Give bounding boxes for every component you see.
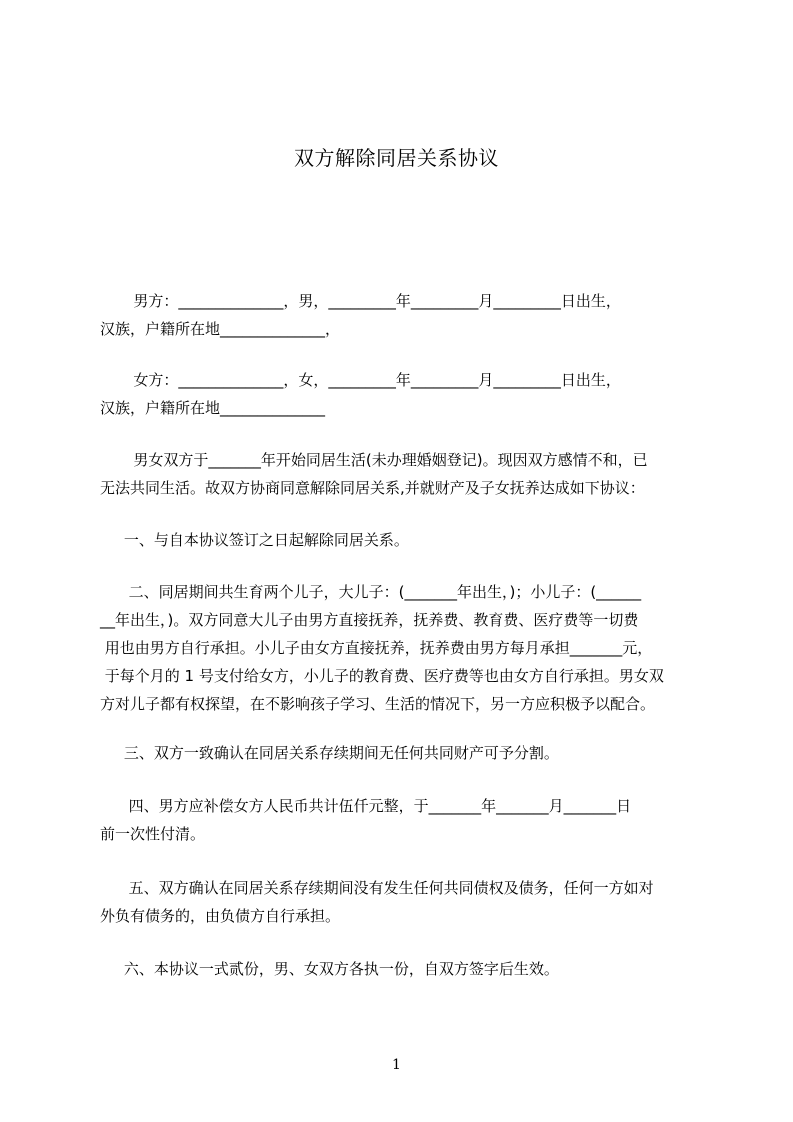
clause-6: 六、本协议一式贰份，男、女双方各执一份，自双方签字后生效。: [100, 960, 559, 978]
clause-4: 四、男方应补偿女方人民币共计伍仟元整，于_______年_______月_______日 前一次性付清。: [100, 797, 632, 843]
paragraph-female-party: 女方：______________，女，_________年_________月_________日出生， 汉族，户籍所在地______________: [100, 371, 621, 417]
clause-3: 三、双方一致确认在同居关系存续期间无任何共同财产可予分割。: [100, 744, 559, 762]
clause-5: 五、双方确认在同居关系存续期间没有发生任何共同债权及债务，任何一方如对 外负有债务的，由负债方自行承担。: [100, 879, 654, 925]
document-title: 双方解除同居关系协议: [294, 146, 499, 170]
clause-2: 二、同居期间共生育两个儿子，大儿子：(_______年出生，)；小儿子：(______ __年出生，)。双方同意大儿子由男方直接抚养，抚养费、教育费、医疗费等一切费 用也由男方自行承担。小儿子由女方直接抚养，抚养费由男方每月承担_______元， 于每个月的 1 号支付给女方，小儿子的教育费、医疗费等也由女方自行承担。男女双 方对儿子都有权探望，在不影响孩子学习、生活的情况下，另一方应积极予以配合。: [100, 583, 664, 713]
clause-1: 一、与自本协议签订之日起解除同居关系。: [100, 531, 409, 549]
paragraph-intro: 男女双方于_______年开始同居生活(未办理婚姻登记)。现因双方感情不和，已 无法共同生活。故双方协商同意解除同居关系,并就财产及子女抚养达成如下协议：: [100, 451, 648, 497]
page-number: 1: [392, 1057, 401, 1073]
paragraph-male-party: 男方：______________，男，_________年_________月_________日出生， 汉族，户籍所在地______________，: [100, 292, 621, 338]
